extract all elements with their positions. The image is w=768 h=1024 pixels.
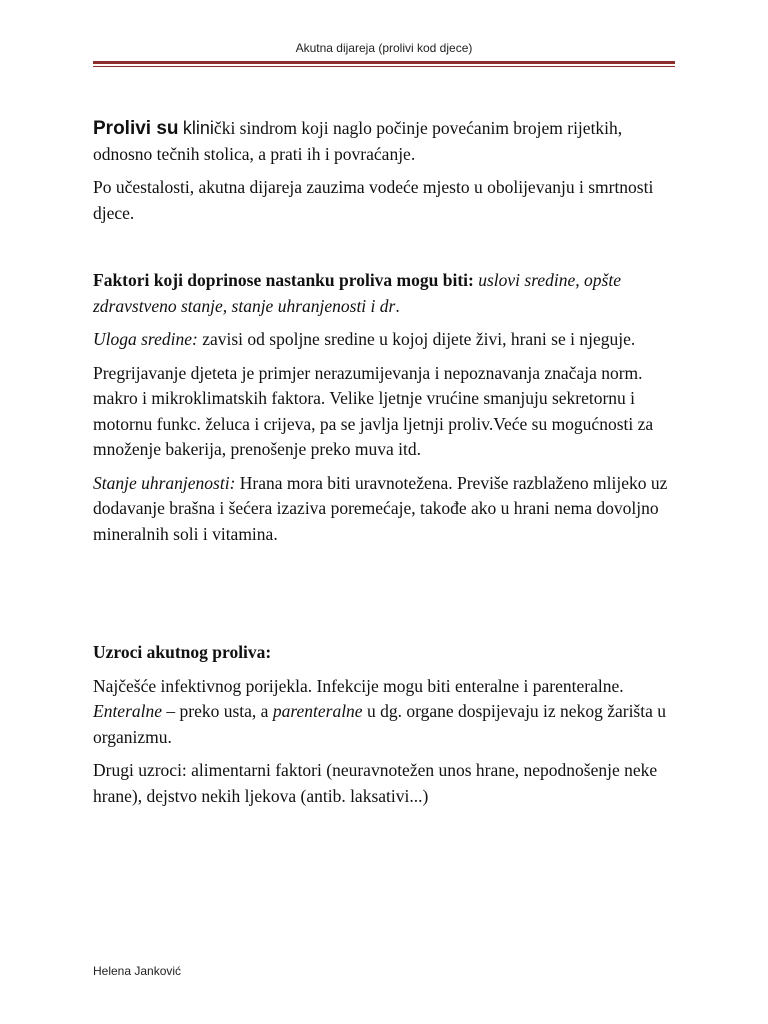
- intro-lead-bold: Prolivi su: [93, 118, 179, 139]
- page-header: Akutna dijareja (prolivi kod djece): [295, 41, 473, 55]
- header-rule-thick: [93, 61, 675, 64]
- causes-paragraph-1: [93, 674, 678, 751]
- intro-lead-sans: klini: [182, 118, 214, 138]
- overheating-paragraph: Pregrijavanje djeteta je primjer nerazumijevanja i nepoznavanja značaja norm. makro i mikroklimatskih faktora. Velike ljetnje vrućine smanjuju sekretornu i motornu funkc. želuca i crijeva, pa se javlja ljetnji proliv.Veće su mogućnosti za množenje bakerija, prenošenje preko muva itd.: [93, 362, 654, 459]
- causes-heading: Uzroci akutnog proliva:: [93, 642, 272, 662]
- intro-paragraph: [93, 116, 678, 167]
- header-rule-thin: [93, 66, 675, 67]
- nutrition-paragraph: [93, 471, 678, 548]
- factors-heading: Faktori koji doprinose nastanku proliva mogu biti:: [93, 270, 474, 290]
- factors-list: uslovi sredine, opšte zdravstveno stanje, stanje uhranjenosti i dr: [93, 270, 621, 316]
- causes-p1-a: Najčešće infektivnog porijekla. Infekcije mogu biti enteralne i parenteralne.: [93, 675, 624, 696]
- causes-paragraph-2: Drugi uzroci: alimentarni faktori (neuravnotežen unos hrane, nepodnošenje neke hrane), dejstvo nekih ljekova (antib. laksativi...): [93, 760, 658, 806]
- nutrition-text: Hrana mora biti uravnotežena. Previše razblaženo mlijeko uz dodavanje brašna i šećera izaziva poremećaje, takođe ako u hrani nema dovoljno mineralnih soli i vitamina.: [93, 472, 668, 544]
- intro-lead-rest: čki sindrom koji naglo počinje povećanim brojem rijetkih, odnosno tečnih stolica, a prati ih i povraćanje.: [93, 118, 623, 164]
- factors-list-end: .: [395, 295, 400, 316]
- causes-parenteral: parenteralne: [272, 701, 363, 721]
- nutrition-label: Stanje uhranjenosti:: [93, 472, 236, 493]
- causes-p1-b: – preko usta, a: [162, 701, 273, 721]
- intro-second-paragraph: Po učestalosti, akutna dijareja zauzima vodeće mjesto u obolijevanju i smrtnosti djece.: [93, 177, 654, 223]
- causes-enteral: Enteralne: [93, 701, 163, 721]
- page-footer-author: Helena Janković: [93, 964, 182, 978]
- document-body: [93, 116, 678, 809]
- environment-label: Uloga sredine:: [93, 329, 198, 349]
- causes-p1-c: u dg. organe dospijevaju iz nekog žarišta u organizmu.: [93, 701, 666, 747]
- factors-paragraph: [93, 268, 678, 319]
- environment-text: zavisi od spoljne sredine u kojoj dijete živi, hrani se i njeguje.: [197, 329, 636, 349]
- environment-paragraph: [93, 327, 678, 353]
